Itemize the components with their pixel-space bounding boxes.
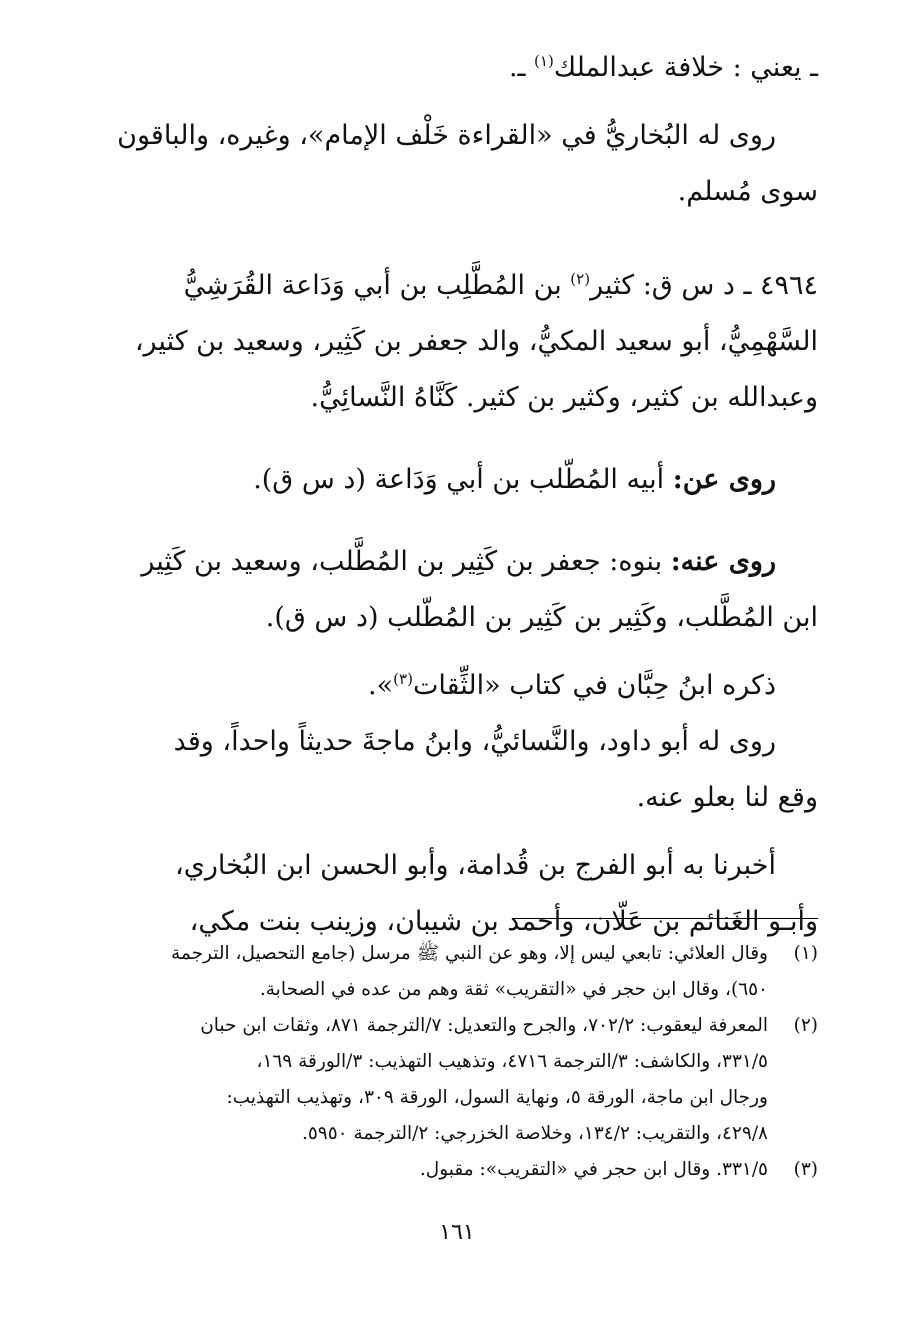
footnote-2: [118, 1008, 818, 1044]
text-span: ـ.: [508, 52, 535, 83]
narrators-line: [118, 534, 818, 590]
text-span: ذكره ابنُ حِبَّان في كتاب «الثِّقات: [412, 670, 776, 701]
text-line: [118, 658, 818, 714]
text-line: [118, 40, 818, 96]
text-span: ».: [368, 670, 394, 701]
text-line: وقع لنا بعلو عنه.: [636, 782, 818, 813]
text-span: ٤٩٦٤ ـ د س ق: كثير: [590, 270, 818, 301]
text-line: أخبرنا به أبو الفرج بن قُدامة، وأبو الحسن ابن البُخاري،: [175, 850, 776, 881]
text-line: وأبـو الغَنائم بن عَلّان، وأحمد بن شيبان، وزينب بنت مكي،: [189, 906, 818, 937]
text-span: ـ يعني : خلافة عبدالملك: [553, 52, 818, 83]
footnote-text: ٣٣١/٥، والكاشف: ٣/الترجمة ٤٧١٦، وتذهيب التهذيب: ٣/الورقة ١٦٩،: [256, 1051, 768, 1072]
footnote-text: ٤٢٩/٨، والتقريب: ١٣٤/٢، وخلاصة الخزرجي: ٢/الترجمة ٥٩٥٠.: [301, 1123, 768, 1144]
text-span: بنوه: جعفر بن كَثِير بن المُطَّلب، وسعيد بن كَثِير: [141, 546, 671, 577]
footnote-ref-2[interactable]: (٢): [570, 270, 591, 288]
footnote-1: [118, 936, 818, 972]
footnote-number: (١): [793, 943, 818, 964]
narrators-label: روى عنه:: [670, 546, 776, 577]
footnote-text: ورجال ابن ماجة، الورقة ٥، ونهاية السول، الورقة ٣٠٩، وتهذيب التهذيب:: [226, 1087, 768, 1108]
text-line: سوى مُسلم.: [677, 176, 818, 207]
footnote-ref-3[interactable]: (٣): [393, 670, 413, 688]
page-number: ١٦١: [439, 1220, 475, 1245]
text-line: السَّهْمِيُّ، أبو سعيد المكيُّ، والد جعفر بن كَثِير، وسعيد بن كثير،: [134, 326, 818, 357]
footnote-text: وقال العلائي: تابعي ليس إلا، وهو عن النبي ﷺ مرسل (جامع التحصيل، الترجمة: [171, 943, 768, 964]
text-span: بن المُطَّلِب بن أبي وَدَاعة القُرَشِيُّ: [183, 270, 571, 301]
footnote-text: المعرفة ليعقوب: ٧٠٢/٢، والجرح والتعديل: ٧/الترجمة ٨٧١، وثقات ابن حبان: [200, 1015, 768, 1036]
biography-entry-heading: [118, 258, 818, 314]
footnote-ref-1[interactable]: (١): [534, 52, 554, 70]
footnote-text: ٣٣١/٥. وقال ابن حجر في «التقريب»: مقبول.: [419, 1159, 768, 1180]
footnote-divider: [512, 918, 818, 919]
narrated-from-label: روى عن:: [672, 464, 776, 495]
narrated-from-line: [118, 452, 818, 508]
footnote-text: ٦٥٠)، وقال ابن حجر في «التقريب» ثقة وهم من عده في الصحابة.: [259, 979, 768, 1000]
footnote-3: [118, 1152, 818, 1188]
footnote-number: (٢): [793, 1015, 818, 1036]
text-line: ابن المُطَّلب، وكَثِير بن كَثِير بن المُطّلب (د س ق).: [265, 602, 818, 633]
text-span: أبيه المُطّلب بن أبي وَدَاعة (د س ق).: [253, 464, 673, 495]
text-line: روى له أبو داود، والنَّسائيُّ، وابنُ ماجةَ حديثاً واحداً، وقد: [173, 726, 776, 757]
text-line: وعبدالله بن كثير، وكثير بن كثير. كَنَّاهُ النَّسائِيُّ.: [310, 382, 818, 413]
text-line: روى له البُخاريُّ في «القراءة خَلْف الإمام»، وغيره، والباقون: [117, 120, 776, 151]
main-text: [118, 40, 818, 950]
footnote-number: (٣): [793, 1159, 818, 1180]
footnotes: [118, 936, 818, 1188]
